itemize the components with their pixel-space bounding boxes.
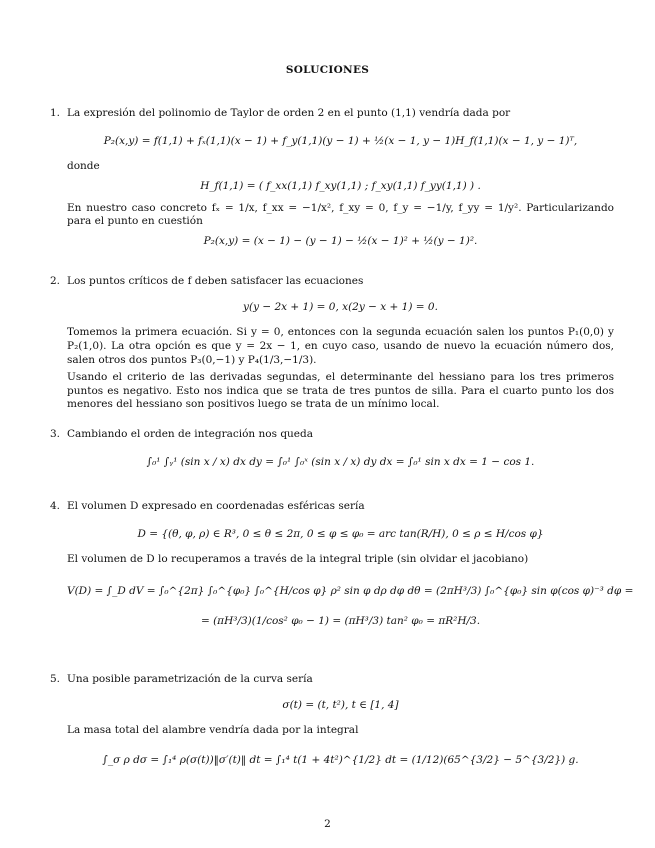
page-number: 2 (324, 818, 331, 830)
solution-item-5 (52, 673, 614, 774)
item-number: 1. (50, 107, 61, 119)
item-text: Tomemos la primera ecuación. Si y = 0, entonces con la segunda ecuación salen los puntos P₁(0,0) y P₂(1,0). La otra opción es que y = 2x − 1, en cuyo caso, usando de nuevo la ecuación número dos, salen otros dos puntos P₃(0,−1) y P₄(1/3,−1/3). (67, 326, 614, 366)
item-text: donde (67, 160, 100, 173)
item-text: Usando el criterio de las derivadas segundas, el determinante del hessiano para los tres primeros puntos es negativo. Esto nos indica que se trata de tres puntos de silla. Para el cuarto punto los dos menores del hessiano son positivos luego se trata de un mínimo local. (67, 371, 614, 411)
item-number: 4. (50, 500, 61, 512)
item-number: 3. (50, 428, 61, 440)
equation: = (πH³/3)(1/cos² φ₀ − 1) = (πH³/3) tan² φ₀ = πR²H/3. (200, 614, 481, 627)
equation: V(D) = ∫_D dV = ∫₀^{2π} ∫₀^{φ₀} ∫₀^{H/cos φ} ρ² sin φ dρ dφ dθ = (2πH³/3) ∫₀^{φ₀} sin φ(cos φ)⁻³ dφ = (67, 584, 634, 597)
item-number: 5. (50, 673, 61, 685)
equation: ∫₀¹ ∫ᵧ¹ (sin x / x) dx dy = ∫₀¹ ∫₀ˣ (sin x / x) dy dx = ∫₀¹ sin x dx = 1 − cos 1. (146, 455, 535, 468)
equation: D = {(θ, φ, ρ) ∈ R³, 0 ≤ θ ≤ 2π, 0 ≤ φ ≤ φ₀ = arc tan(R/H), 0 ≤ ρ ≤ H/cos φ} (137, 527, 544, 540)
item-text: El volumen de D lo recuperamos a través de la integral triple (sin olvidar el jacobiano) (67, 553, 529, 566)
item-text: En nuestro caso concreto fₓ = 1/x, f_xx = −1/x², f_xy = 0, f_y = −1/y, f_yy = 1/y². Particularizando para el punto en cuestión (67, 201, 614, 228)
equation: y(y − 2x + 1) = 0, x(2y − x + 1) = 0. (243, 300, 438, 313)
equation: P₂(x,y) = (x − 1) − (y − 1) − ½(x − 1)² + ½(y − 1)². (203, 234, 478, 247)
equation: P₂(x,y) = f(1,1) + fₓ(1,1)(x − 1) + f_y(1,1)(y − 1) + ½(x − 1, y − 1)H_f(1,1)(x − 1, y − 1)ᵀ, (103, 134, 578, 147)
solution-item-4 (50, 500, 634, 634)
item-text: Los puntos críticos de f deben satisfacer las ecuaciones (67, 275, 364, 287)
solution-item-1 (52, 107, 614, 254)
item-text: Cambiando el orden de integración nos queda (67, 428, 313, 440)
equation: ∫_σ ρ dσ = ∫₁⁴ ρ(σ(t))‖σ′(t)‖ dt = ∫₁⁴ t(1 + 4t²)^{1/2} dt = (1/12)(65^{3/2} − 5^{3/2}) g. (102, 753, 579, 766)
item-text: La masa total del alambre vendría dada por la integral (67, 724, 359, 737)
solution-item-3 (52, 428, 614, 475)
solution-item-2 (52, 275, 614, 414)
item-text: Una posible parametrización de la curva sería (67, 673, 313, 685)
page-title: SOLUCIONES (285, 64, 370, 76)
item-text: El volumen D expresado en coordenadas esféricas sería (67, 500, 365, 512)
item-text: La expresión del polinomio de Taylor de orden 2 en el punto (1,1) vendría dada por (67, 107, 511, 119)
item-number: 2. (50, 275, 61, 287)
equation: H_f(1,1) = ( f_xx(1,1) f_xy(1,1) ; f_xy(1,1) f_yy(1,1) ) . (200, 179, 481, 192)
equation: σ(t) = (t, t²), t ∈ [1, 4] (282, 698, 399, 711)
